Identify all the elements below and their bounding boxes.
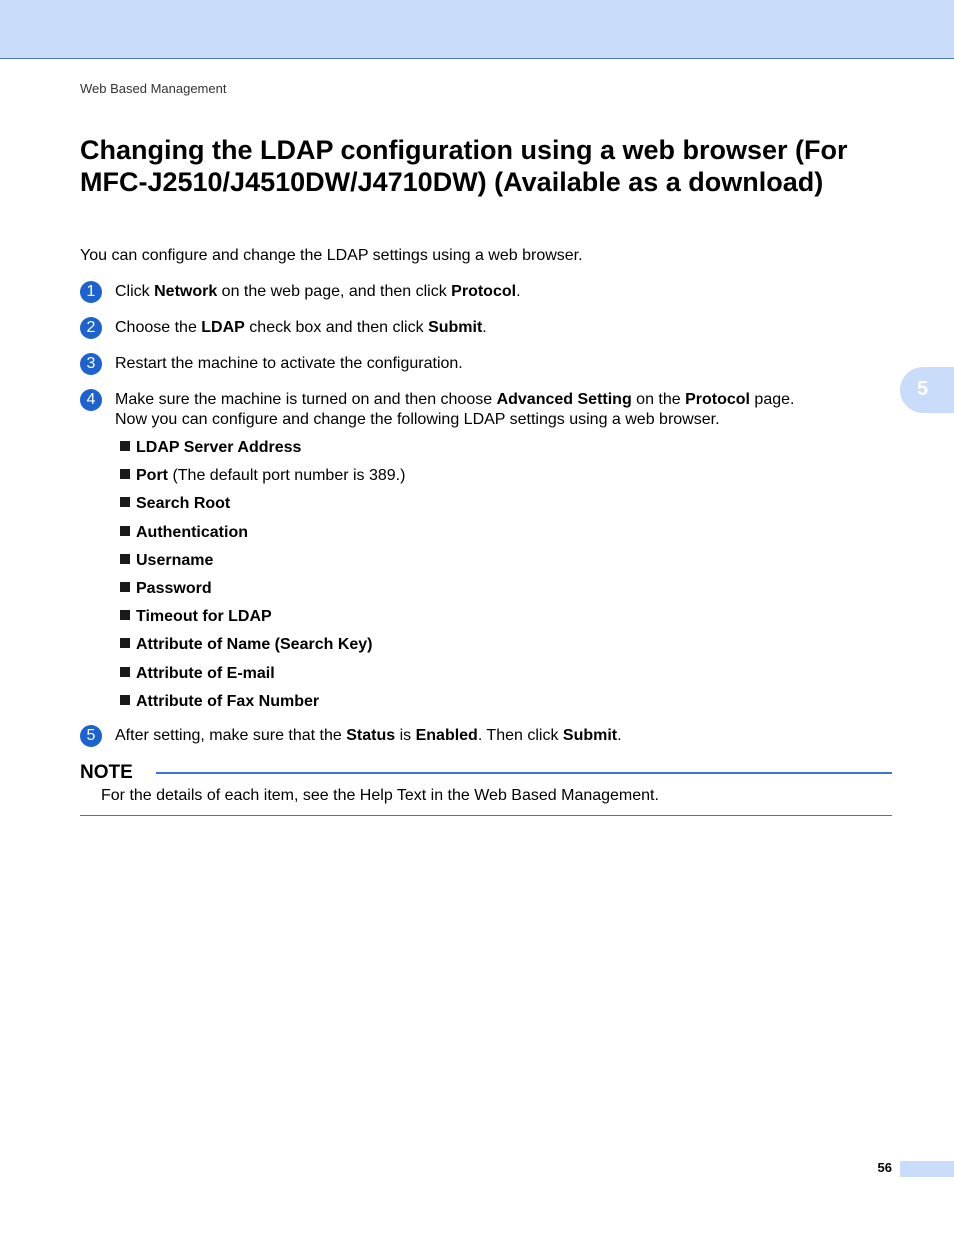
page-number: 56 <box>877 1160 892 1175</box>
square-bullet-icon <box>120 526 130 536</box>
square-bullet-icon <box>120 469 130 479</box>
running-head: Web Based Management <box>80 81 227 96</box>
square-bullet-icon <box>120 667 130 677</box>
note-divider-bottom <box>80 815 892 816</box>
square-bullet-icon <box>120 638 130 648</box>
list-item: Search Root <box>120 494 405 522</box>
note-divider-top <box>156 772 892 774</box>
step-text: Choose the LDAP check box and then click Submit. <box>115 319 487 336</box>
step-number-badge: 1 <box>80 281 102 303</box>
chapter-tab <box>900 367 954 413</box>
advanced-setting-term: Advanced Setting <box>496 391 632 408</box>
square-bullet-icon <box>120 582 130 592</box>
status-term: Status <box>346 727 396 744</box>
step-text: After setting, make sure that the Status is Enabled. Then click Submit. <box>115 727 622 744</box>
submit-term: Submit <box>562 727 618 744</box>
footer-tab <box>900 1161 954 1177</box>
list-item: Timeout for LDAP <box>120 607 405 635</box>
network-term: Network <box>154 283 218 300</box>
step-text: Click Network on the web page, and then click Protocol. <box>115 283 521 300</box>
ldap-term: LDAP <box>201 319 245 336</box>
step-text-line2: Now you can configure and change the following LDAP settings using a web browser. <box>115 411 720 428</box>
step-text: Restart the machine to activate the configuration. <box>115 355 463 372</box>
list-item: Username <box>120 551 405 579</box>
step-number-badge: 5 <box>80 725 102 747</box>
intro-paragraph: You can configure and change the LDAP settings using a web browser. <box>80 247 583 264</box>
list-item: LDAP Server Address <box>120 438 405 466</box>
step-number-badge: 3 <box>80 353 102 375</box>
protocol-term: Protocol <box>451 283 517 300</box>
page-title: Changing the LDAP configuration using a web browser (For MFC-J2510/J4510DW/J4710DW) (Available as a download) <box>80 135 848 197</box>
list-item: Attribute of Name (Search Key) <box>120 635 405 663</box>
submit-term: Submit <box>428 319 483 336</box>
ldap-settings-list <box>120 438 405 720</box>
step-text: Make sure the machine is turned on and then choose Advanced Setting on the Protocol page. Now you can configure and change the following LDAP settings using a web browser. <box>115 391 795 428</box>
list-item: Port (The default port number is 389.) <box>120 466 405 494</box>
note-text: For the details of each item, see the Help Text in the Web Based Management. <box>101 787 659 804</box>
enabled-term: Enabled <box>415 727 478 744</box>
square-bullet-icon <box>120 441 130 451</box>
list-item: Attribute of Fax Number <box>120 692 405 720</box>
square-bullet-icon <box>120 695 130 705</box>
step-number-badge: 2 <box>80 317 102 339</box>
list-item: Password <box>120 579 405 607</box>
square-bullet-icon <box>120 610 130 620</box>
step-number-badge: 4 <box>80 389 102 411</box>
header-band <box>0 0 954 59</box>
list-item: Attribute of E-mail <box>120 664 405 692</box>
note-label: NOTE <box>80 762 133 783</box>
square-bullet-icon <box>120 497 130 507</box>
square-bullet-icon <box>120 554 130 564</box>
chapter-number: 5 <box>917 378 929 400</box>
list-item: Authentication <box>120 523 405 551</box>
protocol-term: Protocol <box>685 391 750 408</box>
